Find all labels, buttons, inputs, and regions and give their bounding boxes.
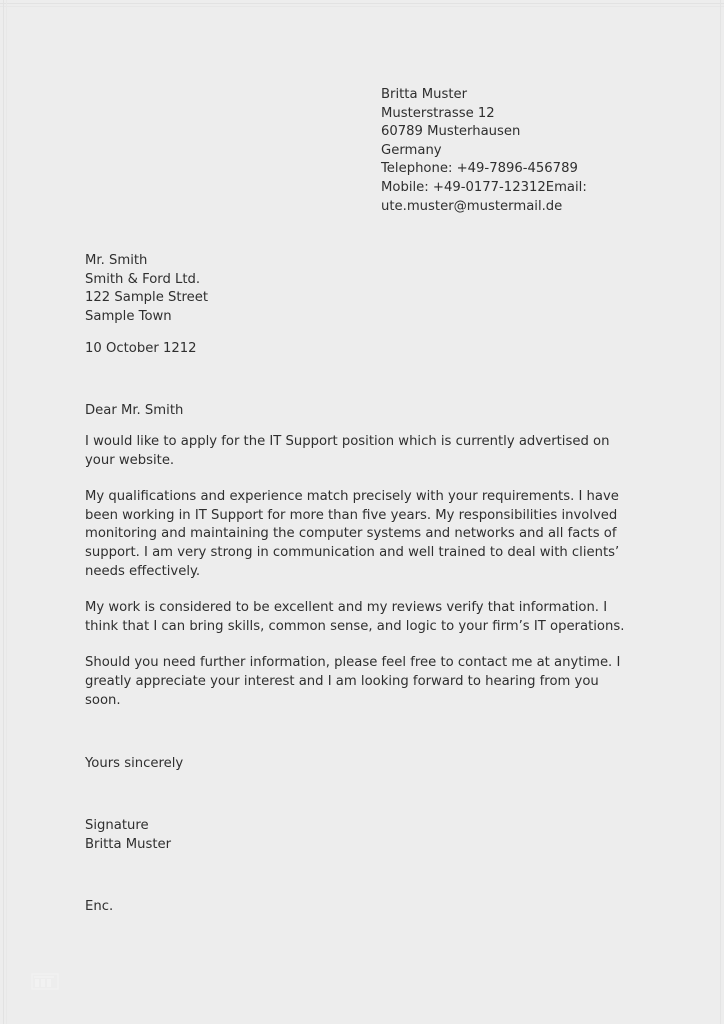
sender-name: Britta Muster [381,87,468,102]
sender-address-block [381,86,681,216]
sender-email: ute.muster@mustermail.de [381,198,563,214]
sender-mobile: Mobile: +49-0177-12312Email: [381,179,587,195]
letter-date: 10 October 1212 [85,341,197,356]
sender-country: Germany [381,142,442,158]
sender-telephone: Telephone: +49-7896-456789 [381,161,578,177]
sender-street: Musterstrasse 12 [381,105,495,121]
salutation: Dear Mr. Smith [85,403,184,418]
signature-name: Britta Muster [85,836,172,852]
signature-block [85,817,171,854]
recipient-company: Smith & Ford Ltd. [85,271,201,287]
enclosure-note: Enc. [85,899,114,914]
recipient-street: 122 Sample Street [85,290,209,306]
sender-city: 60789 Musterhausen [381,124,521,140]
body-paragraph: My qualifications and experience match precisely with your requirements. I have been working in IT Support for more than five years. My responsibilities involved monitoring and maintaining the computer systems and networks and all facts of support. I am very strong in communication and well trained to deal with clients’ needs effectively. [85,489,620,579]
body-paragraph: I would like to apply for the IT Support position which is currently advertised on your website. [85,434,610,468]
recipient-name: Mr. Smith [85,253,148,268]
recipient-address-block [85,252,405,326]
closing-salutation: Yours sincerely [85,756,184,771]
signature-label: Signature [85,818,149,833]
faint-logo-watermark-icon [30,970,64,994]
letter-body [85,433,638,728]
body-paragraph: Should you need further information, please feel free to contact me at anytime. I greatly appreciate your interest and I am looking forward to hearing from you soon. [85,655,621,708]
body-paragraph: My work is considered to be excellent and my reviews verify that information. I think that I can bring skills, common sense, and logic to your firm’s IT operations. [85,600,625,634]
recipient-city: Sample Town [85,308,172,324]
